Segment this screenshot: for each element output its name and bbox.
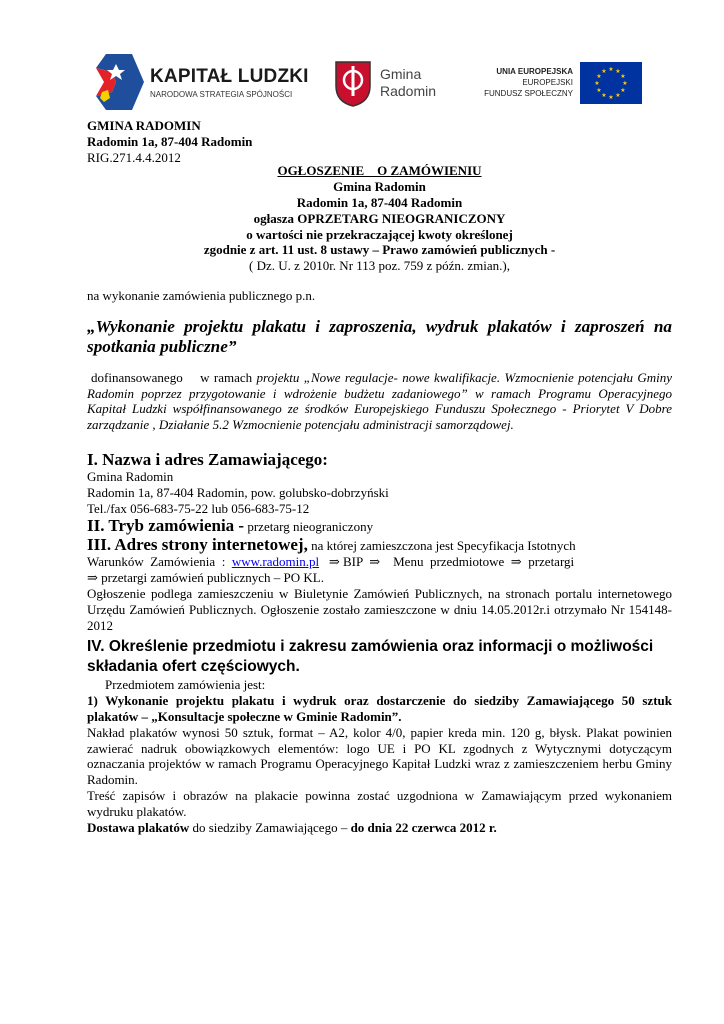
svg-text:★: ★ — [620, 73, 626, 80]
section3-line2 — [87, 554, 672, 570]
kapital-ludzki-logo — [92, 52, 309, 112]
svg-text:★: ★ — [608, 94, 614, 101]
notice-line4: o wartości nie przekraczającej kwoty określonej — [246, 226, 513, 242]
section4-p2: Treść zapisów i obrazów na plakacie powinna zostać uzgodniona w Zamawiającym przed wykonaniem wydruku plakatów. — [87, 787, 672, 819]
svg-text:★: ★ — [608, 66, 614, 73]
section2-text: przetarg nieograniczony — [244, 519, 374, 535]
section3-line4: Ogłoszenie podlega zamieszczeniu w Biuletynie Zamówień Publicznych, na stronach portalu internetowego Urzędu Zamówień Publicznych. Ogłoszenie zostało zamieszczone w dniu 14.05.2012r.i otrzymało Nr 154148-2012 — [87, 585, 672, 633]
svg-text:★: ★ — [615, 68, 621, 75]
section3-heading: III. Adres strony internetowej, — [87, 535, 308, 555]
intro-text: na wykonanie zamówienia publicznego p.n. — [87, 287, 316, 303]
gmina-radomin-logo — [332, 58, 462, 110]
header-address: Radomin 1a, 87-404 Radomin — [87, 133, 253, 149]
notice-line2: Radomin 1a, 87-404 Radomin — [296, 194, 463, 210]
section1-line2: Radomin 1a, 87-404 Radomin, pow. golubsko-dobrzyński — [87, 484, 389, 500]
cofinance-paragraph — [87, 370, 672, 433]
svg-text:★: ★ — [622, 80, 628, 87]
kapital-ludzki-emblem-icon — [92, 52, 148, 112]
section4-delivery — [87, 820, 672, 836]
document-body — [87, 118, 672, 835]
notice-line1: Gmina Radomin — [333, 179, 426, 195]
notice-line3: ogłasza OPRZETARG NIEOGRANICZONY — [253, 210, 506, 226]
delivery-a: Dostawa plakatów — [87, 819, 190, 835]
notice-block — [87, 163, 672, 274]
ue-line3: FUNDUSZ SPOŁECZNY — [484, 89, 573, 98]
section3-line3: ⇒ przetargi zamówień publicznych – PO KL. — [87, 570, 325, 586]
ue-line1: UNIA EUROPEJSKA — [496, 67, 573, 76]
section2 — [87, 516, 672, 535]
notice-title: OGŁOSZENIE O ZAMÓWIENIU — [277, 163, 482, 179]
section2-heading: II. Tryb zamówienia - — [87, 516, 245, 536]
cofinance-prefix: dofinansowanego w ramach — [91, 369, 257, 385]
gmina-radomin-text — [380, 66, 436, 100]
gmina-line1: Gmina — [380, 66, 422, 82]
section3-l2-pre: Warunków Zamówienia : — [87, 554, 232, 570]
section1-line1: Gmina Radomin — [87, 468, 174, 484]
kapital-ludzki-title: KAPITAŁ LUDZKI — [150, 66, 309, 87]
project-title: „Wykonanie projektu plakatu i zaproszenia, wydruk plakatów i zaproszeń na spotkania publiczne” — [87, 316, 672, 356]
section3-text: na której zamieszczona jest Specyfikacja Istotnych — [307, 538, 576, 554]
header-ref: RIG.271.4.4.2012 — [87, 149, 181, 165]
notice-line5: zgodnie z art. 11 ust. 8 ustawy – Prawo zamówień publicznych - — [203, 242, 556, 258]
section3 — [87, 535, 672, 554]
svg-text:★: ★ — [615, 92, 621, 99]
ue-text — [475, 66, 573, 99]
eu-flag-icon — [580, 62, 642, 104]
svg-text:★: ★ — [620, 87, 626, 94]
header-org: GMINA RADOMIN — [87, 118, 201, 133]
section4-p1: Nakład plakatów wynosi 50 sztuk, format – A2, kolor 4/0, papier kreda min. 120 g, błysk. Plakat powinien zawierać nadruk obowiązkowych elementów: logo UE i PO KL zgodnych z Wytycznymi dotyczącym oznaczania projektów w ramach Programu Operacyjnego Kapitał Ludzki wraz z zamieszczeniem herbu Gminy Radomin. — [87, 724, 672, 788]
svg-text:★: ★ — [594, 80, 600, 87]
section4-heading: IV. Określenie przedmiotu i zakresu zamówienia oraz informacji o możliwości składania ofert częściowych. — [87, 638, 654, 676]
section1-heading: I. Nazwa i adres Zamawiającego: — [87, 449, 328, 469]
delivery-c: do dnia 22 czerwca 2012 r. — [350, 819, 497, 835]
svg-text:★: ★ — [596, 73, 602, 80]
svg-text:★: ★ — [601, 68, 607, 75]
gmina-line2: Radomin — [380, 83, 437, 99]
logo-bar — [0, 50, 724, 114]
radomin-website-link[interactable]: www.radomin.pl — [231, 554, 320, 570]
coat-of-arms-icon — [332, 58, 374, 108]
cofinance-text: projektu „Nowe regulacje- nowe kwalifikacje. Wzmocnienie potencjału Gminy Radomin poprzez przygotowanie i wdrożenie budżetu zadaniowego” w ramach Programu Operacyjnego Kapitał Ludzki współfinansowanego ze środków Europejskiego Funduszu Społecznego - Priorytet V Dobre zarządzanie , Działanie 5.2 Wzmocnienie potencjału administracji samorządowej. — [87, 369, 673, 433]
svg-text:★: ★ — [596, 87, 602, 94]
section4-sub: Przedmiotem zamówienia jest: — [105, 677, 266, 693]
section4-item1: 1) Wykonanie projektu plakatu i wydruk oraz dostarczenie do siedziby Zamawiającego 50 sztuk plakatów – „Konsultacje społeczne w Gminie Radomin”. — [87, 693, 672, 724]
kapital-ludzki-subtitle: NARODOWA STRATEGIA SPÓJNOŚCI — [150, 90, 293, 99]
ue-logo — [475, 62, 645, 106]
section1-line3: Tel./fax 056-683-75-22 lub 056-683-75-12 — [87, 500, 310, 516]
notice-line6: ( Dz. U. z 2010r. Nr 113 poz. 759 z późn. zmian.), — [249, 258, 510, 274]
section3-l2-post: ⇒ BIP ⇒ Menu przedmiotowe ⇒ przetargi — [319, 554, 575, 570]
ue-line2: EUROPEJSKI — [522, 78, 573, 87]
delivery-b: do siedziby Zamawiającego – — [189, 819, 351, 835]
svg-text:★: ★ — [601, 92, 607, 99]
